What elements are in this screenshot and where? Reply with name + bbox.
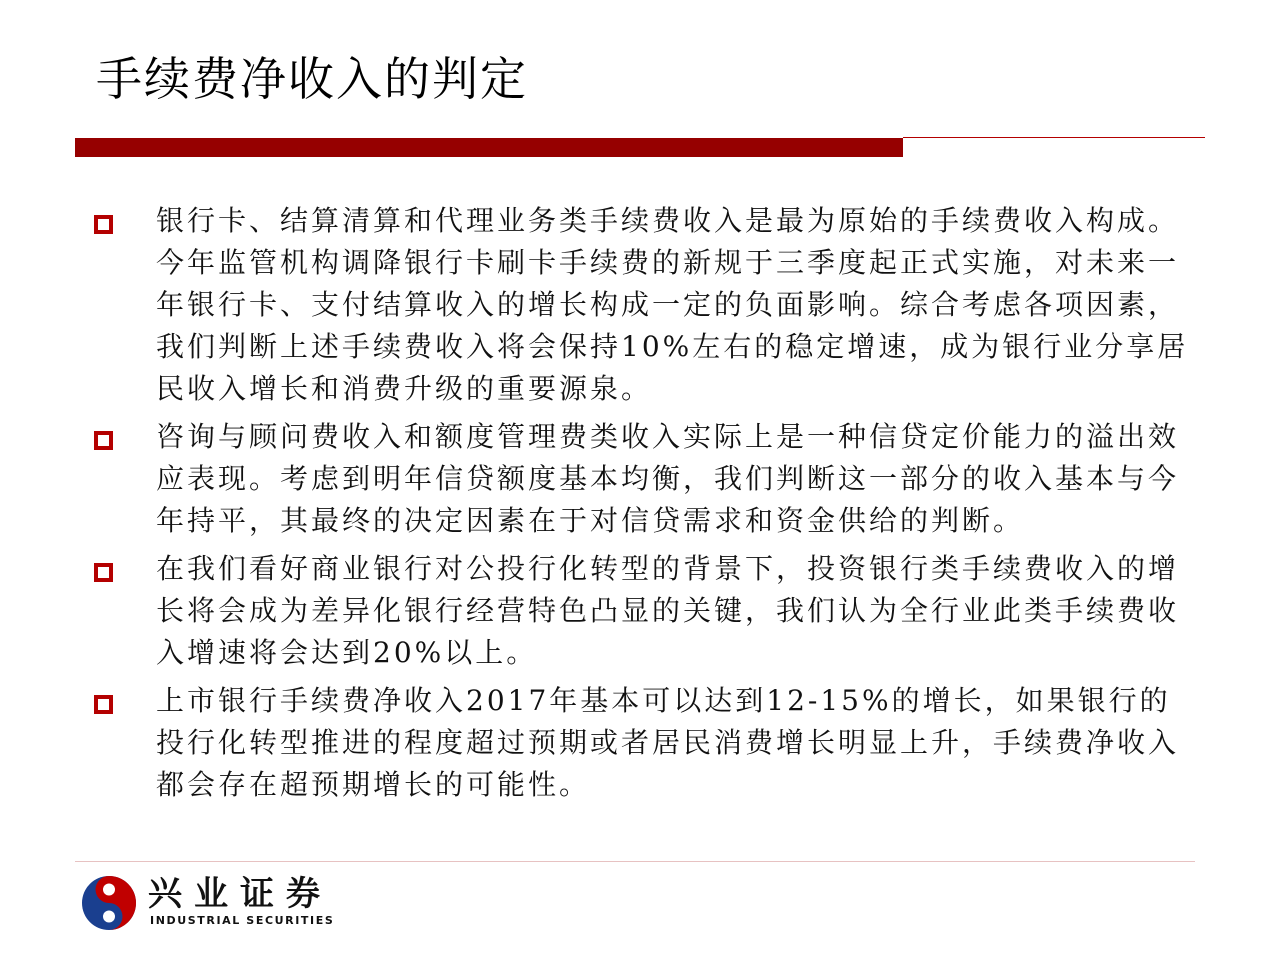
bullet-text: 在我们看好商业银行对公投行化转型的背景下，投资银行类手续费收入的增长将会成为差异化银行经营特色凸显的关键，我们认为全行业此类手续费收入增速将会达到20%以上。 — [156, 552, 1180, 669]
square-bullet-icon — [94, 563, 113, 582]
bullet-text: 咨询与顾问费收入和额度管理费类收入实际上是一种信贷定价能力的溢出效应表现。考虑到明年信贷额度基本均衡，我们判断这一部分的收入基本与今年持平，其最终的决定因素在于对信贷需求和资金供给的判断。 — [156, 420, 1180, 537]
logo-english-name: INDUSTRIAL SECURITIES — [150, 914, 335, 927]
footer-divider — [75, 861, 1195, 862]
bullet-item — [0, 200, 1280, 410]
bullet-item — [0, 680, 1280, 806]
slide-title: 手续费净收入的判定 — [96, 52, 528, 106]
bullet-text: 上市银行手续费净收入2017年基本可以达到12-15%的增长，如果银行的投行化转型推进的程度超过预期或者居民消费增长明显上升，手续费净收入都会存在超预期增长的可能性。 — [156, 684, 1180, 801]
bullet-item — [0, 416, 1280, 542]
title-underline-rule — [903, 137, 1205, 138]
square-bullet-icon — [94, 431, 113, 450]
logo-mark-icon — [80, 874, 138, 932]
bullet-text: 银行卡、结算清算和代理业务类手续费收入是最为原始的手续费收入构成。今年监管机构调降银行卡刷卡手续费的新规于三季度起正式实施，对未来一年银行卡、支付结算收入的增长构成一定的负面影响。综合考虑各项因素，我们判断上述手续费收入将会保持10%左右的稳定增速，成为银行业分享居民收入增长和消费升级的重要源泉。 — [156, 204, 1189, 405]
title-underline-bar — [75, 138, 903, 157]
bullet-item — [0, 548, 1280, 674]
square-bullet-icon — [94, 215, 113, 234]
logo-chinese-name: 兴业证券 — [148, 874, 332, 914]
company-logo — [80, 872, 360, 936]
square-bullet-icon — [94, 695, 113, 714]
bullet-list — [0, 200, 1280, 812]
